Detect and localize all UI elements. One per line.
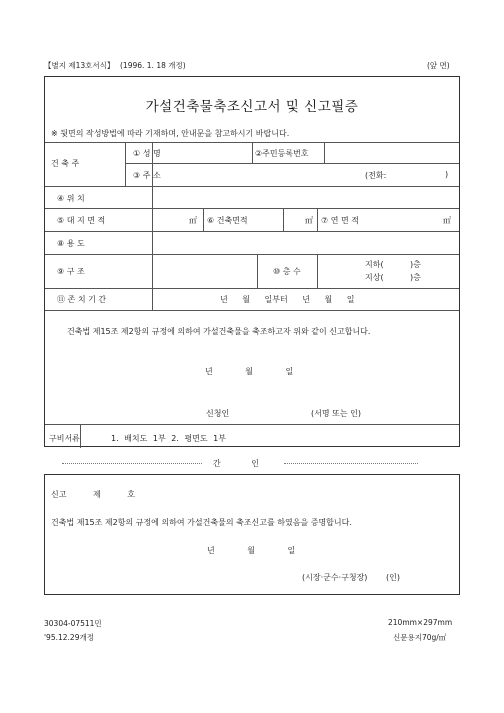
receipt-date: 년 월 일: [207, 546, 296, 555]
receipt-statement: 건축법 제15조 제2항의 규정에 의하여 가설건축물의 축조신고를 하였음을 증명합니다.: [51, 518, 352, 527]
paper-size: 210mm×297mm: [388, 618, 453, 627]
application-date: 년 월 일: [205, 367, 294, 376]
footer-code: 30304-07511민: [44, 619, 102, 628]
location-label: ④ 위 치: [57, 194, 85, 203]
name-label: ① 성 명: [133, 149, 161, 158]
cut-line-label: 간 인: [213, 459, 259, 468]
footer-revised: '95.12.29개정: [44, 633, 94, 642]
period-label: ⑪ 존 치 기 간: [57, 295, 107, 304]
site-area-unit: ㎡: [189, 216, 197, 225]
use-label: ⑧ 용 도: [57, 239, 85, 248]
revision-date: (1996. 1. 18 개정): [120, 61, 186, 70]
phone-label: (전화:: [365, 171, 387, 180]
reg-number-label: ②주민등록번호: [255, 149, 309, 158]
authority-seal: (인): [386, 573, 400, 582]
basement-label: 지하(: [365, 260, 384, 269]
builder-label: 건 축 주: [51, 159, 80, 168]
floors-label: ⑩ 층 수: [273, 267, 301, 276]
site-area-label: ⑤ 대 지 면 적: [57, 216, 106, 225]
building-area-unit: ㎡: [305, 216, 313, 225]
form-number: 【별지 제13호서식】: [44, 61, 115, 70]
floor-area-label: ⑦ 연 면 적: [321, 216, 359, 225]
statement-text: 건축법 제15조 제2항의 규정에 의하여 가설건축물을 축조하고자 위와 같이 신고합니다.: [67, 327, 371, 336]
structure-label: ⑨ 구 조: [57, 267, 85, 276]
docs-label: 구비서류: [49, 434, 80, 443]
application-form: [44, 76, 460, 447]
basement-unit: )층: [410, 260, 421, 269]
above-ground-label: 지상(: [365, 273, 384, 282]
address-label: ③ 주 소: [133, 171, 161, 180]
signature-hint: (서명 또는 인): [311, 409, 361, 418]
docs-value: 1. 배치도 1부 2. 평면도 1부: [111, 434, 226, 443]
period-value: 년 월 일부터 년 월 일: [220, 295, 355, 304]
issuing-authority: (시장·군수·구청장): [302, 573, 368, 582]
notice-text: ※ 뒷면의 작성방법에 따라 기재하며, 안내문을 참고하시기 바랍니다.: [51, 129, 290, 138]
report-number: 신고 제 호: [51, 490, 135, 499]
above-ground-unit: )층: [410, 273, 421, 282]
page-side-label: (앞 면): [427, 61, 450, 70]
floor-area-unit: ㎡: [443, 216, 451, 225]
receipt-box: [44, 474, 460, 595]
phone-close: ): [445, 170, 449, 179]
applicant-label: 신청인: [206, 409, 230, 418]
paper-type: 신문용지70g/㎡: [393, 633, 447, 642]
form-title: 가설건축물축조신고서 및 신고필증: [145, 99, 359, 115]
building-area-label: ⑥ 건축면적: [207, 216, 248, 225]
